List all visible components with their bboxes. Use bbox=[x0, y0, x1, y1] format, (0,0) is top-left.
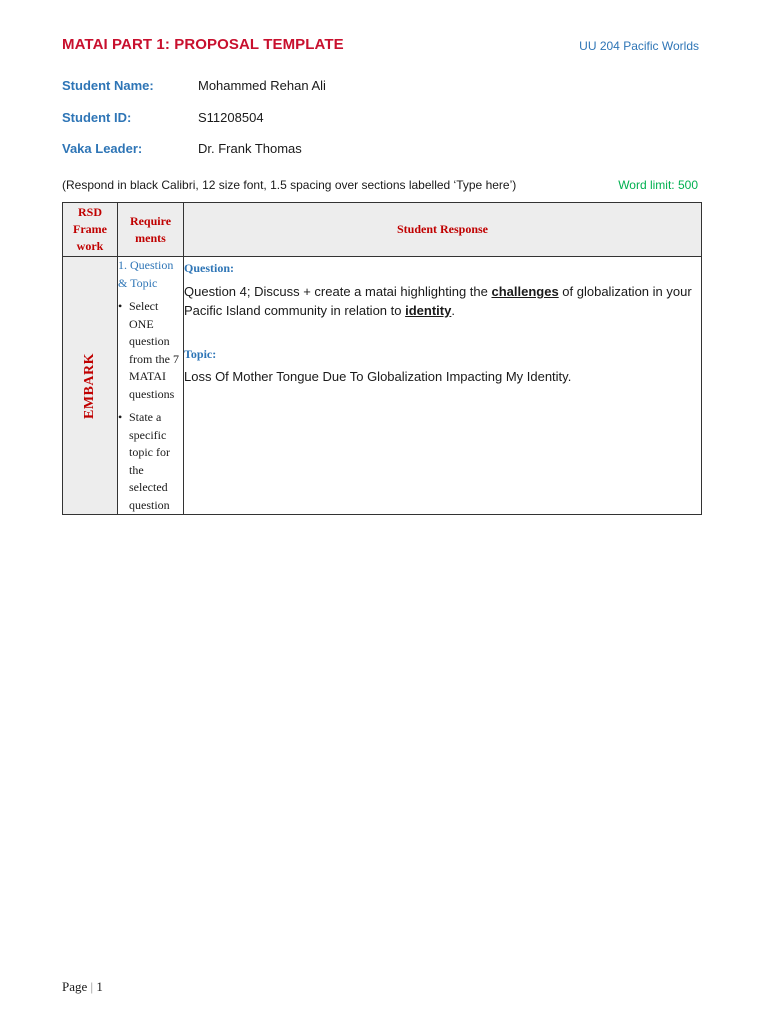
requirements-cell bbox=[118, 257, 184, 515]
page-number: 1 bbox=[96, 979, 103, 994]
student-name-label: Student Name: bbox=[62, 78, 154, 93]
student-id-label: Student ID: bbox=[62, 110, 132, 125]
student-response-header bbox=[184, 203, 702, 257]
document-title: MATAI PART 1: PROPOSAL TEMPLATE bbox=[62, 36, 344, 53]
question-text: Question 4; Discuss + create a matai highlighting the bbox=[184, 284, 492, 299]
student-response-header-text: Student Response bbox=[396, 222, 489, 236]
question-text: of globalization in your Pacific Island community in relation to bbox=[184, 284, 692, 318]
emphasis-challenges: challenges bbox=[491, 284, 559, 299]
requirement-list bbox=[118, 298, 183, 514]
student-name-value: Mohammed Rehan Ali bbox=[198, 78, 326, 93]
vaka-leader-value: Dr. Frank Thomas bbox=[198, 141, 302, 156]
requirements-header-text: Require ments bbox=[129, 213, 172, 245]
embark-row bbox=[63, 257, 702, 515]
topic-label: Topic: bbox=[184, 347, 217, 361]
rsd-framework-header bbox=[63, 203, 118, 257]
embark-cell bbox=[63, 257, 118, 515]
question-text-end: . bbox=[451, 303, 455, 318]
topic-response: Loss Of Mother Tongue Due To Globalization Impacting My Identity. bbox=[184, 369, 572, 384]
question-response bbox=[184, 282, 701, 320]
embark-label: EMBARK bbox=[82, 352, 97, 419]
table-header-row bbox=[63, 203, 702, 257]
response-cell[interactable] bbox=[184, 257, 702, 515]
proposal-table bbox=[62, 202, 702, 515]
course-name: UU 204 Pacific Worlds bbox=[579, 39, 699, 53]
student-id-value: S11208504 bbox=[198, 110, 264, 125]
page-word: Page bbox=[62, 979, 88, 994]
requirement-bullet: • State a specific topic for the selected question bbox=[118, 409, 183, 514]
page-separator: | bbox=[90, 979, 94, 994]
page-footer bbox=[62, 979, 103, 995]
emphasis-identity: identity bbox=[405, 303, 452, 318]
word-limit: Word limit: 500 bbox=[618, 178, 698, 192]
format-instruction: (Respond in black Calibri, 12 size font, 1.5 spacing over sections labelled ‘Type here’) bbox=[62, 178, 517, 192]
requirement-title: 1. Question & Topic bbox=[118, 258, 174, 290]
requirement-bullet: • Select ONE question from the 7 MATAI questions bbox=[118, 298, 183, 403]
requirements-header bbox=[118, 203, 184, 257]
vaka-leader-label: Vaka Leader: bbox=[62, 141, 143, 156]
question-label: Question: bbox=[184, 261, 235, 275]
rsd-framework-header-text: RSD Frame work bbox=[73, 205, 107, 253]
